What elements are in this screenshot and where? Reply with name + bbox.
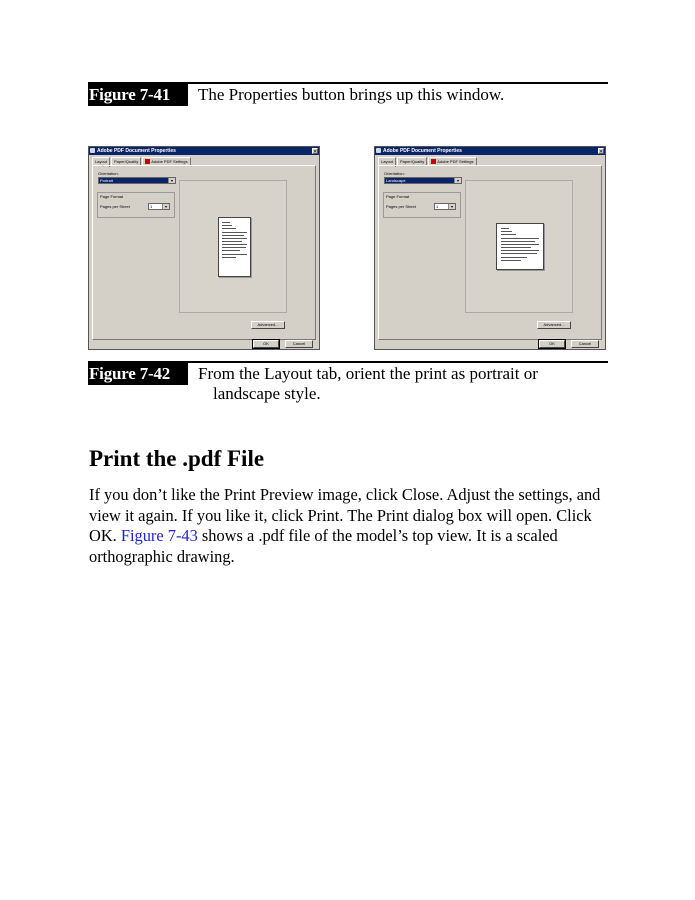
body-paragraph bbox=[89, 485, 609, 567]
cancel-button[interactable]: Cancel bbox=[571, 340, 599, 348]
dialog-title: Adobe PDF Document Properties bbox=[97, 148, 176, 154]
landscape-page-thumbnail bbox=[496, 223, 544, 270]
tab-label: Adobe PDF Settings bbox=[437, 159, 474, 164]
chevron-down-icon: ▾ bbox=[168, 178, 175, 183]
layout-panel bbox=[378, 165, 602, 340]
pages-per-sheet-select[interactable] bbox=[434, 203, 456, 210]
dialog-titlebar bbox=[89, 147, 319, 155]
page-preview bbox=[179, 180, 287, 313]
orientation-select[interactable] bbox=[98, 177, 176, 184]
pages-per-sheet-value: 1 bbox=[150, 204, 153, 209]
tab-label: Adobe PDF Settings bbox=[151, 159, 188, 164]
tab-paper-quality[interactable]: Paper/Quality bbox=[397, 157, 427, 166]
caption-line-2: landscape style. bbox=[213, 384, 321, 403]
properties-dialog-portrait bbox=[88, 146, 320, 350]
portrait-page-thumbnail bbox=[218, 217, 251, 277]
page-format-group bbox=[97, 192, 175, 218]
page-preview bbox=[465, 180, 573, 313]
dialog-titlebar bbox=[375, 147, 605, 155]
pages-per-sheet-label: Pages per Sheet bbox=[386, 204, 416, 209]
ok-button[interactable]: OK bbox=[539, 340, 565, 348]
tab-layout[interactable]: Layout bbox=[378, 157, 396, 167]
advanced-button[interactable]: Advanced... bbox=[251, 321, 285, 329]
orientation-select[interactable] bbox=[384, 177, 462, 184]
properties-dialog-landscape bbox=[374, 146, 606, 350]
chevron-down-icon: ▾ bbox=[454, 178, 461, 183]
orientation-value: Landscape bbox=[386, 178, 406, 183]
pages-per-sheet-label: Pages per Sheet bbox=[100, 204, 130, 209]
page-format-group bbox=[383, 192, 461, 218]
chevron-down-icon: ▾ bbox=[162, 204, 169, 209]
pages-per-sheet-select[interactable] bbox=[148, 203, 170, 210]
page-format-label: Page Format bbox=[386, 194, 410, 199]
tab-layout[interactable]: Layout bbox=[92, 157, 110, 167]
paragraph-text: shows a .pdf file of the model’s top view. It is a scaled orthographic drawing. bbox=[89, 526, 558, 566]
adobe-icon bbox=[431, 159, 436, 164]
figure-label: Figure 7-42 bbox=[88, 363, 188, 385]
section-heading: Print the .pdf File bbox=[89, 446, 265, 471]
cancel-button[interactable]: Cancel bbox=[285, 340, 313, 348]
close-icon[interactable]: ✕ bbox=[599, 149, 604, 155]
advanced-button[interactable]: Advanced... bbox=[537, 321, 571, 329]
ok-button[interactable]: OK bbox=[253, 340, 279, 348]
figure-caption: The Properties button brings up this window. bbox=[198, 85, 505, 104]
paragraph-text: If you don’t like the Print Preview image, click Close. Adjust the settings, and view it again. If you like it, click Print. The Print dialog box will open. Click OK. bbox=[89, 485, 601, 545]
printer-icon bbox=[376, 148, 381, 153]
caption-line-1: From the Layout tab, orient the print as portrait or bbox=[198, 364, 538, 383]
figure-label: Figure 7-41 bbox=[88, 84, 188, 106]
figure-reference-link[interactable]: Figure 7-43 bbox=[120, 526, 198, 545]
figure-caption bbox=[198, 364, 598, 404]
close-icon[interactable]: ✕ bbox=[313, 149, 318, 155]
orientation-label: Orientation: bbox=[384, 171, 405, 176]
orientation-label: Orientation: bbox=[98, 171, 119, 176]
tab-paper-quality[interactable]: Paper/Quality bbox=[111, 157, 141, 166]
pages-per-sheet-value: 1 bbox=[436, 204, 439, 209]
dialog-title: Adobe PDF Document Properties bbox=[383, 148, 462, 154]
page-format-label: Page Format bbox=[100, 194, 124, 199]
chevron-down-icon: ▾ bbox=[448, 204, 455, 209]
layout-panel bbox=[92, 165, 316, 340]
adobe-icon bbox=[145, 159, 150, 164]
orientation-value: Portrait bbox=[100, 178, 113, 183]
printer-icon bbox=[90, 148, 95, 153]
